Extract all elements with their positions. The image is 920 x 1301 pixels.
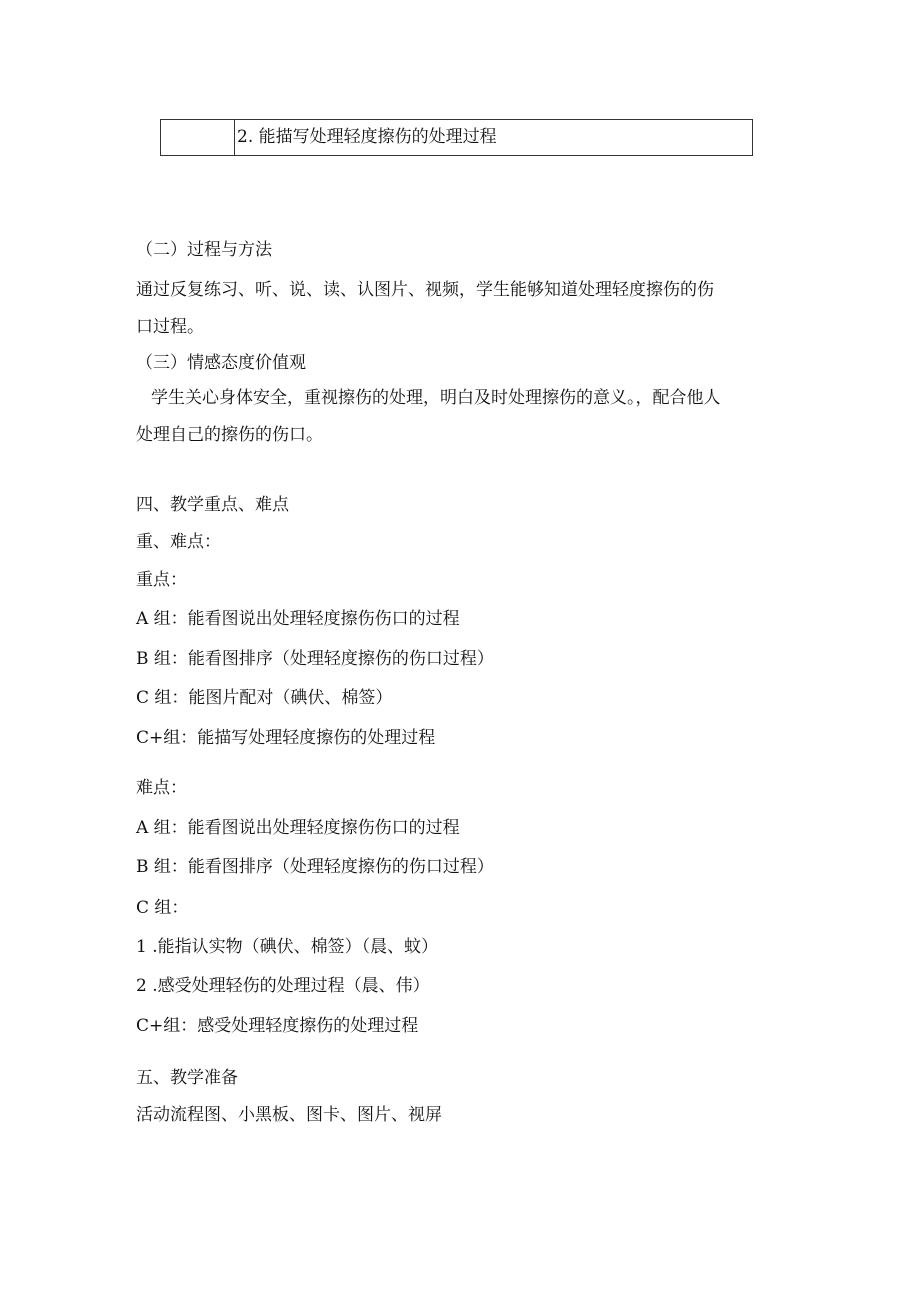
difficult-item-a: A 组：能看图说出处理轻度擦伤伤口的过程 bbox=[136, 818, 460, 838]
key-item-c: C 组：能图片配对（碘伏、棉签） bbox=[136, 688, 393, 708]
emotion-values-heading: （三）情感态度价值观 bbox=[136, 353, 306, 373]
difficult-item-c-sub2: 2 .感受处理轻伤的处理过程（晨、伟） bbox=[136, 976, 430, 996]
key-points-label: 重点： bbox=[136, 570, 187, 590]
difficult-item-b: B 组：能看图排序（处理轻度擦伤的伤口过程） bbox=[136, 857, 494, 877]
emotion-values-body-line1: 学生关心身体安全，重视擦伤的处理，明白及时处理擦伤的意义。，配合他人 bbox=[151, 388, 721, 408]
process-method-heading: （二）过程与方法 bbox=[136, 240, 272, 260]
objectives-table bbox=[160, 119, 753, 156]
key-points-heading: 四、教学重点、难点 bbox=[136, 495, 289, 515]
emotion-values-body-line2: 处理自己的擦伤的伤口。 bbox=[136, 425, 323, 445]
table-cell-objective: 2. 能描写处理轻度擦伤的处理过程 bbox=[237, 127, 497, 147]
difficult-item-c-plus: C+组：感受处理轻度擦伤的处理过程 bbox=[136, 1016, 419, 1036]
prep-body: 活动流程图、小黑板、图卡、图片、视屏 bbox=[136, 1105, 442, 1125]
difficult-item-c-sub1: 1 .能指认实物（碘伏、棉签）（晨、蚊） bbox=[136, 937, 439, 957]
table-cell-empty bbox=[161, 120, 235, 155]
process-method-body-line1: 通过反复练习、听、说、读、认图片、视频，学生能够知道处理轻度擦伤的伤 bbox=[136, 280, 714, 300]
key-item-a: A 组：能看图说出处理轻度擦伤伤口的过程 bbox=[136, 609, 460, 629]
process-method-body-line2: 口过程。 bbox=[136, 317, 204, 337]
difficult-item-c: C 组： bbox=[136, 898, 189, 918]
key-item-c-plus: C+组：能描写处理轻度擦伤的处理过程 bbox=[136, 728, 436, 748]
difficult-points-label: 难点： bbox=[136, 778, 187, 798]
prep-heading: 五、教学准备 bbox=[136, 1068, 238, 1088]
key-difficult-subheading: 重、难点： bbox=[136, 532, 221, 552]
key-item-b: B 组：能看图排序（处理轻度擦伤的伤口过程） bbox=[136, 649, 494, 669]
